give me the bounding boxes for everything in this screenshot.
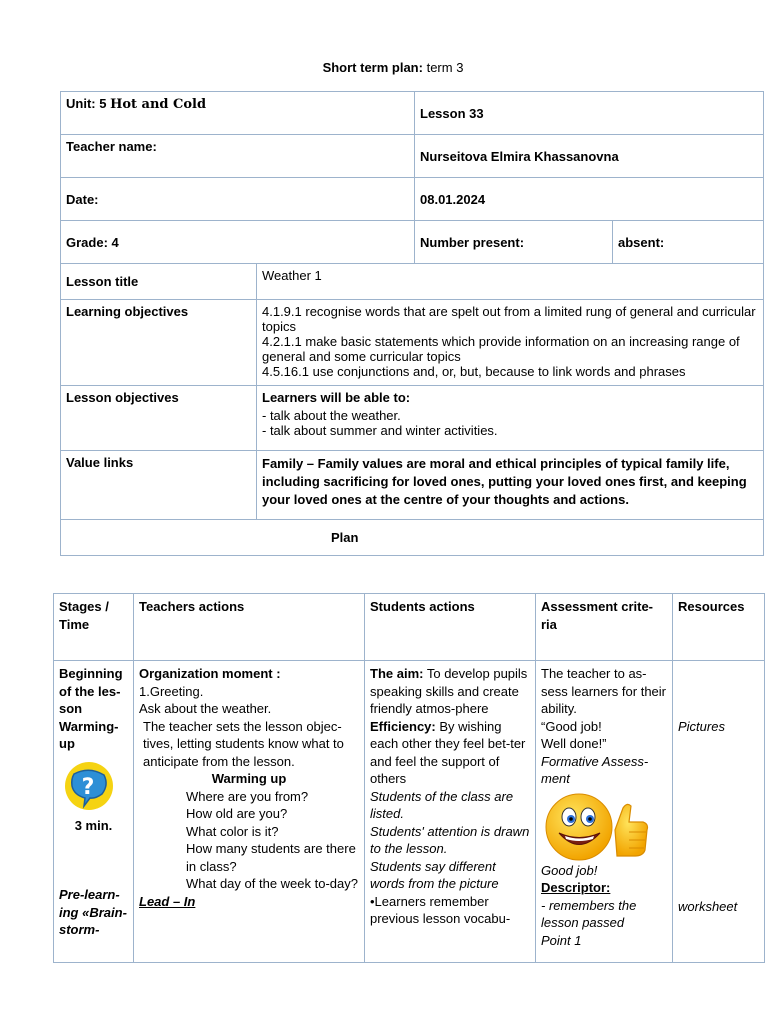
document-title — [0, 60, 768, 75]
lesson-objectives-text: Learners will be able to: - talk about the weather. - talk about summer and winter activities. — [257, 386, 764, 451]
learning-objectives-text: 4.1.9.1 recognise words that are spelt out from a limited rung of general and curricular topics 4.2.1.1 make basic statements which provide information on an increasing range of general and some curricular topics 4.5.16.1 use conjunctions and, or, but, because to link words and phrases — [257, 300, 764, 386]
lead-in-heading: Lead – In — [139, 893, 196, 909]
resources-cell — [673, 661, 765, 963]
question-icon — [62, 761, 116, 811]
resource-worksheet: worksheet — [678, 898, 738, 914]
teacher-label: Teacher name: — [61, 135, 415, 178]
teacher-value: Nurseitova Elmira Khassanovna — [415, 135, 764, 178]
value-links-text: Family – Family values are moral and ethical principles of typical family life, including sacrificing for loved ones, putting your loved ones first, and keeping your loved ones at the centre of your thoughts and actions. — [257, 451, 764, 520]
warming-up-heading: Warming up — [211, 771, 287, 786]
svg-text:?: ? — [81, 774, 95, 800]
organization-moment: Organization moment : — [139, 666, 281, 681]
learning-objectives-label: Learning objectives — [61, 300, 257, 386]
plan-heading: Plan — [61, 520, 764, 556]
lesson-info-table — [60, 91, 764, 556]
lesson-title-value: Weather 1 — [257, 264, 764, 300]
absent-label: absent: — [613, 221, 764, 264]
value-links-label: Value links — [61, 451, 257, 520]
lesson-objectives-label: Lesson objectives — [61, 386, 257, 451]
teacher-actions-cell: Organization moment : 1.Greeting. Ask about the weather. The teacher sets the lesson objec-tives, letting students know what to anticipate from the lesson. Warming up Where are you from? How old are you? What color is it? How many students are there in class? What day of the week to-day? Lead – In — [134, 661, 365, 963]
number-present-label: Number present: — [415, 221, 613, 264]
title-rest: term 3 — [422, 60, 464, 75]
unit-name: Hot and Cold — [110, 97, 207, 112]
lesson-title-label: Lesson title — [61, 264, 257, 300]
stage-prelearning: Pre-learn-ing «Brain-storm- — [59, 887, 127, 937]
header-assessment: Assessment crite-ria — [536, 594, 673, 661]
stage-time: 3 min. — [74, 817, 113, 833]
header-stages: Stages / Time — [54, 594, 134, 661]
student-actions-cell: The aim: To develop pupils speaking skills and create friendly atmos-phere Efficiency: By wishing each other they feel bet-ter and feel the support of others Students of the class are listed. Students' attention is drawn to the lesson. Students say different words from the picture •Learners remember previous lesson vocabu- — [365, 661, 536, 963]
header-students: Students actions — [365, 594, 536, 661]
stage-beginning: Beginning of the les-son Warming-up — [59, 666, 123, 751]
assessment-cell: The teacher to as-sess learners for their ability. “Good job! Well done!” Formative Assess-ment Good job! Descriptor: - remembers the lesson passed Point 1 — [536, 661, 673, 963]
unit-cell: Unit: 5 Hot and Cold — [61, 92, 415, 135]
header-resources: Resources — [673, 594, 765, 661]
stage-cell — [54, 661, 134, 963]
resource-pictures: Pictures — [678, 719, 725, 734]
lesson-number: Lesson 33 — [415, 92, 764, 135]
lesson-plan-table — [53, 593, 765, 963]
date-label: Date: — [61, 178, 415, 221]
date-value: 08.01.2024 — [415, 178, 764, 221]
grade-label: Grade: 4 — [61, 221, 415, 264]
thumbs-up-smiley-icon — [543, 792, 653, 862]
descriptor-heading: Descriptor: — [541, 880, 611, 895]
title-bold: Short term plan: — [322, 60, 423, 75]
header-teachers: Teachers actions — [134, 594, 365, 661]
